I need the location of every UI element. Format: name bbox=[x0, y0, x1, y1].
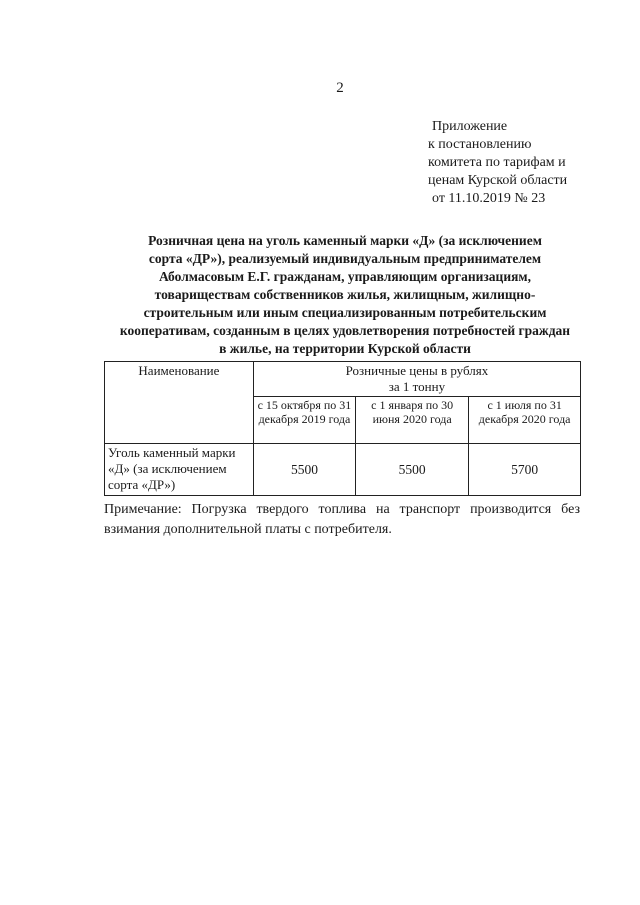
table-header-row bbox=[105, 362, 581, 397]
header-unit: за 1 тонну bbox=[388, 379, 446, 394]
table-row bbox=[105, 444, 581, 496]
title-line: сорта «ДР»), реализуемый индивидуальным предпринимателем bbox=[148, 251, 542, 266]
document-title bbox=[100, 232, 590, 358]
item-name: Уголь каменный марки «Д» (за исключением сорта «ДР») bbox=[108, 445, 236, 492]
period-label: с 1 июля по 31 декабря 2020 года bbox=[478, 398, 571, 426]
header-name-cell bbox=[105, 362, 254, 444]
price-value: 5700 bbox=[511, 461, 539, 477]
title-line: Аболмасовым Е.Г. гражданам, управляющим организациям, bbox=[158, 269, 531, 284]
note-paragraph: Примечание: Погрузка твердого топлива на транспорт производится без взимания дополнительной платы с потребителя. bbox=[104, 502, 580, 537]
appendix-line: Приложение bbox=[432, 119, 508, 134]
title-line: кооперативам, созданным в целях удовлетворения потребностей граждан bbox=[119, 323, 571, 338]
period-cell bbox=[469, 397, 581, 444]
header-prices: Розничные цены в рублях bbox=[345, 363, 489, 378]
header-name: Наименование bbox=[138, 363, 220, 378]
appendix-line: комитета по тарифам и bbox=[428, 155, 566, 170]
title-line: в жилье, на территории Курской области bbox=[219, 341, 471, 356]
appendix-line: к постановлению bbox=[428, 137, 532, 152]
appendix-block bbox=[428, 118, 598, 208]
appendix-line: от 11.10.2019 № 23 bbox=[432, 191, 546, 206]
period-label: с 1 января по 30 июня 2020 года bbox=[371, 398, 454, 426]
price-table bbox=[104, 361, 581, 496]
price-value: 5500 bbox=[290, 461, 318, 477]
price-cell bbox=[469, 444, 581, 496]
header-prices-cell bbox=[253, 362, 580, 397]
period-cell bbox=[356, 397, 469, 444]
page-number: 2 bbox=[336, 80, 344, 96]
title-line: товариществам собственников жилья, жилищным, жилищно- bbox=[154, 287, 536, 302]
price-cell bbox=[356, 444, 469, 496]
period-label: с 15 октября по 31 декабря 2019 года bbox=[257, 398, 352, 426]
price-value: 5500 bbox=[398, 461, 426, 477]
item-name-cell bbox=[105, 444, 254, 496]
appendix-line: ценам Курской области bbox=[428, 173, 568, 188]
title-line: Розничная цена на уголь каменный марки «Д» (за исключением bbox=[148, 233, 542, 248]
period-cell bbox=[253, 397, 355, 444]
price-cell bbox=[253, 444, 355, 496]
title-line: строительным или иным специализированным потребительским bbox=[143, 305, 547, 320]
